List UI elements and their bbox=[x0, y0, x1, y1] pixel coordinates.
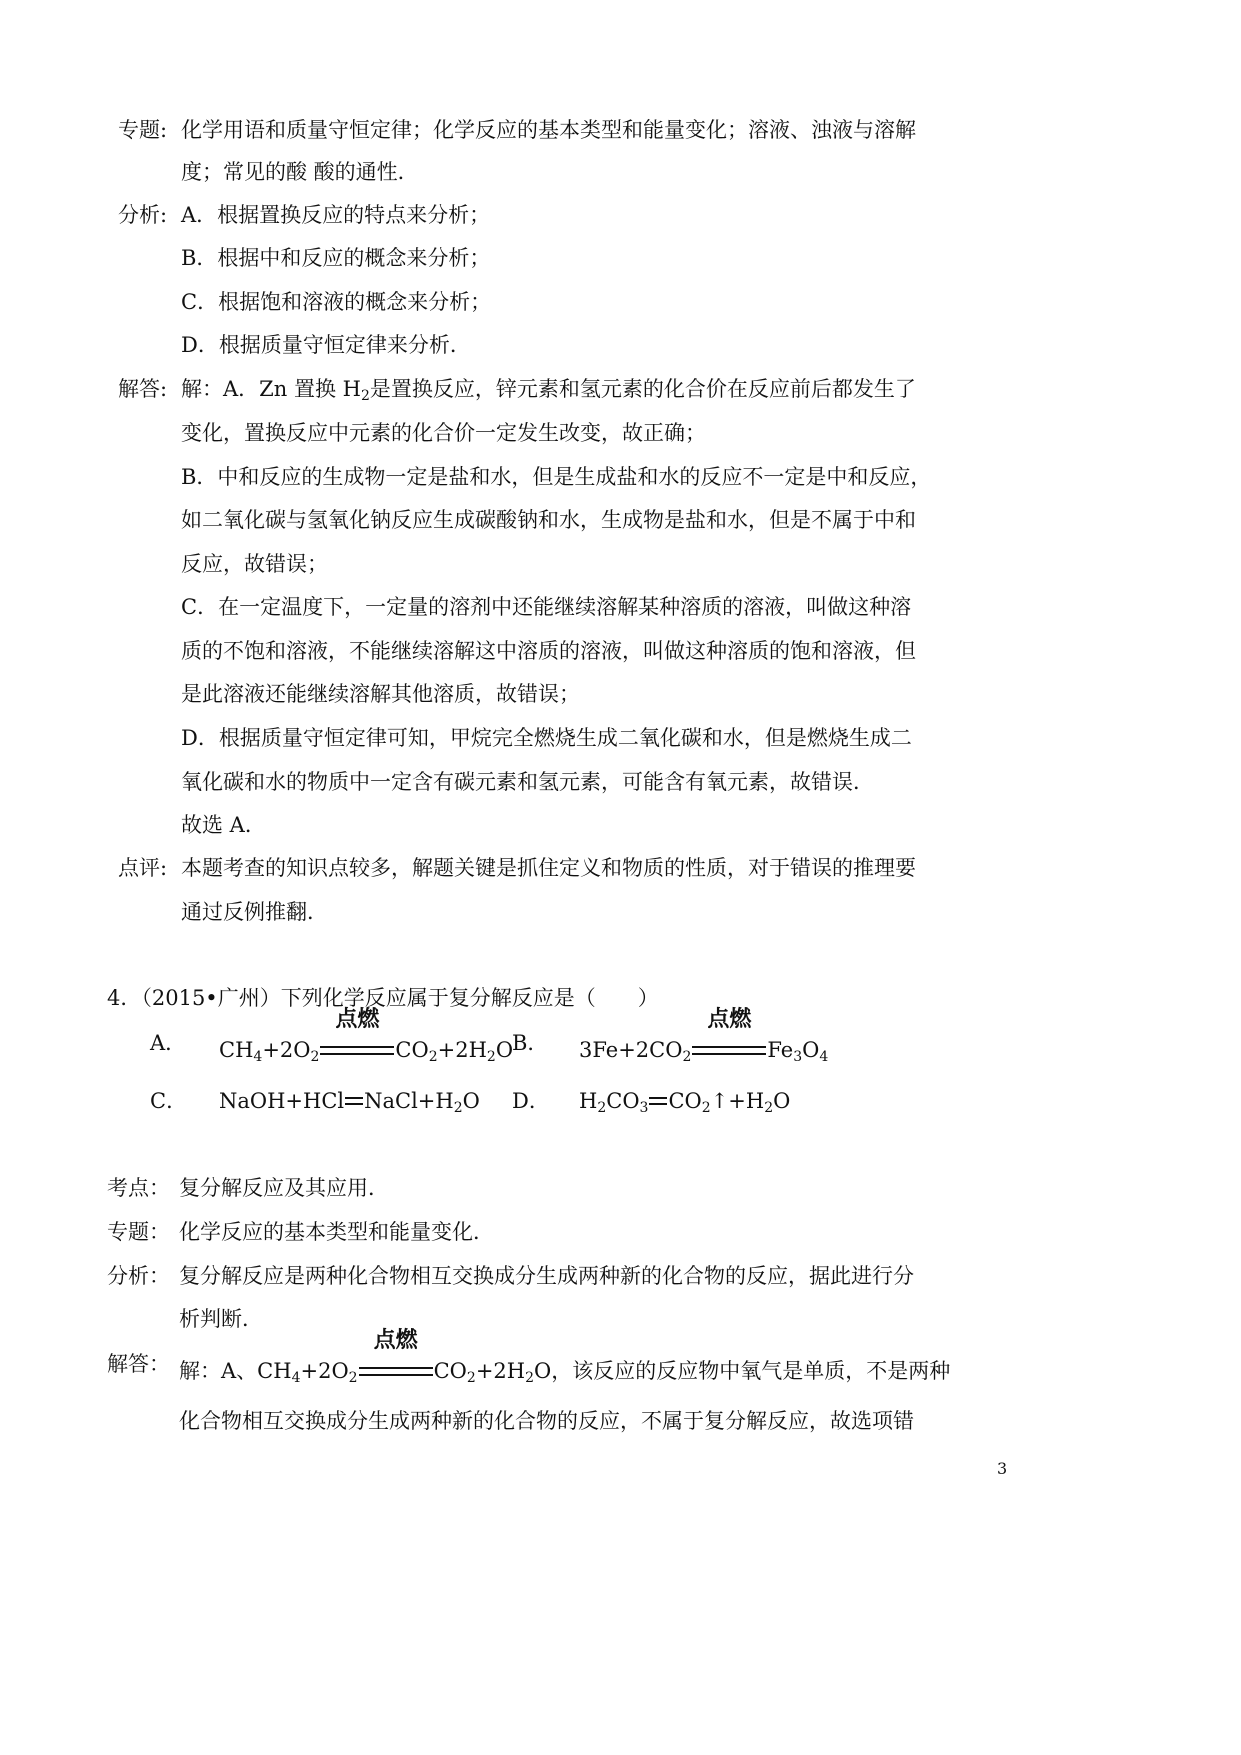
q4-option-c-label: C． bbox=[150, 1089, 188, 1113]
q3-answer-line: 变化，置换反应中元素的化合价一定发生改变，故正确； bbox=[181, 421, 706, 445]
q3-answer-line: 解：A．Zn 置换 $H_2$是置换反应，锌元素和氢元素的化合价在反应前后都发生了 bbox=[181, 377, 916, 404]
q3-answer-label: 解答: bbox=[118, 377, 168, 401]
q4-option-a-equation: $CH_4+2O_2$ 点燃 $CO_2+2H_2O$ bbox=[219, 1007, 514, 1065]
q3-analysis-item: C．根据饱和溶液的概念来分析； bbox=[181, 290, 492, 314]
q3-answer-line: 氧化碳和水的物质中一定含有碳元素和氢元素，可能含有氧元素，故错误． bbox=[181, 770, 874, 794]
q3-comment-label: 点评: bbox=[118, 856, 168, 880]
q4-option-d-equation: $H_2CO_3$ $CO_2↑+H_2O$ bbox=[579, 1089, 791, 1116]
q4-option-c-equation: NaOH+HCl $NaCl+H_2O$ bbox=[219, 1089, 480, 1116]
q3-answer-line: 如二氧化碳与氢氧化钠反应生成碳酸钠和水，生成物是盐和水，但是不属于中和 bbox=[181, 508, 916, 532]
q4-option-d-label: D． bbox=[512, 1089, 550, 1113]
q3-special-text: 度；常见的酸 酸的通性． bbox=[181, 160, 419, 184]
q4-answer-label: 解答： bbox=[107, 1352, 170, 1376]
q3-answer-line: B．中和反应的生成物一定是盐和水，但是生成盐和水的反应不一定是中和反应， bbox=[181, 465, 932, 489]
q3-special-text: 化学用语和质量守恒定律；化学反应的基本类型和能量变化；溶液、浊液与溶解 bbox=[181, 118, 916, 142]
q4-question: 4．（2015•广州）下列化学反应属于复分解反应是（ ） bbox=[107, 986, 659, 1010]
q4-special-text: 化学反应的基本类型和能量变化． bbox=[179, 1220, 494, 1244]
q3-answer-line: 反应，故错误； bbox=[181, 552, 328, 576]
q3-analysis-item: A．根据置换反应的特点来分析； bbox=[181, 203, 491, 227]
q4-answer-line: 解：A、$CH_4+2O_2$ 点燃 $CO_2+2H_2O$，该反应的反应物中氧气是单质，不是两种 bbox=[179, 1328, 951, 1386]
q4-option-b-equation: $3Fe+2CO_2$ 点燃 $Fe_3O_4$ bbox=[579, 1007, 829, 1065]
q3-answer-line: C．在一定温度下，一定量的溶剂中还能继续溶解某种溶质的溶液，叫做这种溶 bbox=[181, 595, 912, 619]
q4-analysis-text: 析判断． bbox=[179, 1307, 263, 1331]
q3-answer-line: 是此溶液还能继续溶解其他溶质，故错误； bbox=[181, 682, 580, 706]
q4-point-text: 复分解反应及其应用． bbox=[179, 1176, 389, 1200]
reaction-condition: 点燃 bbox=[692, 1035, 766, 1065]
q3-answer-line: 质的不饱和溶液，不能继续溶解这中溶质的溶液，叫做这种溶质的饱和溶液，但 bbox=[181, 639, 916, 663]
reaction-condition: 点燃 bbox=[320, 1035, 394, 1065]
reaction-condition: 点燃 bbox=[359, 1356, 433, 1386]
page-number: 3 bbox=[997, 1459, 1008, 1478]
q3-special-label: 专题: bbox=[118, 118, 168, 142]
q4-analysis-label: 分析： bbox=[107, 1264, 170, 1288]
q3-analysis-label: 分析: bbox=[118, 203, 168, 227]
q3-answer-line: 故选 A． bbox=[181, 813, 266, 837]
q4-answer-line: 化合物相互交换成分生成两种新的化合物的反应，不属于复分解反应，故选项错 bbox=[179, 1409, 914, 1433]
q4-special-label: 专题： bbox=[107, 1220, 170, 1244]
q4-point-label: 考点： bbox=[107, 1176, 170, 1200]
q3-comment-text: 通过反例推翻． bbox=[181, 900, 328, 924]
q3-answer-line: D．根据质量守恒定律可知，甲烷完全燃烧生成二氧化碳和水，但是燃烧生成二 bbox=[181, 726, 912, 750]
q4-analysis-text: 复分解反应是两种化合物相互交换成分生成两种新的化合物的反应，据此进行分 bbox=[179, 1264, 914, 1288]
q4-option-b-label: B． bbox=[512, 1031, 549, 1055]
q3-comment-text: 本题考查的知识点较多，解题关键是抓住定义和物质的性质，对于错误的推理要 bbox=[181, 856, 916, 880]
q4-option-a-label: A． bbox=[150, 1031, 187, 1055]
q3-analysis-item: D．根据质量守恒定律来分析． bbox=[181, 333, 471, 357]
q3-analysis-item: B．根据中和反应的概念来分析； bbox=[181, 246, 491, 270]
